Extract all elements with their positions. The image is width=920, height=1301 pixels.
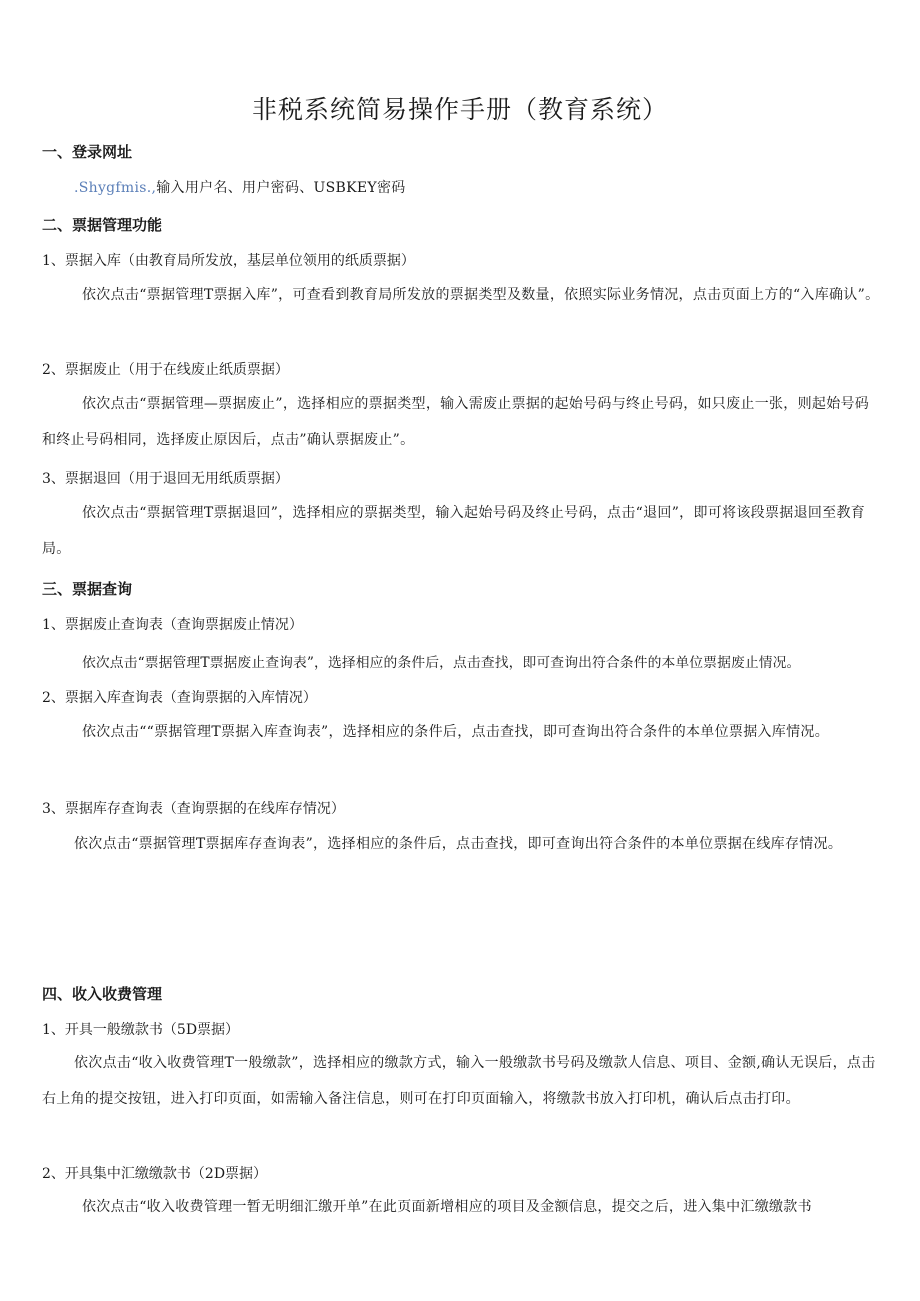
section-heading-revenue-management: 四、收入收费管理 (42, 985, 163, 1003)
ticket-storage-title: 1、票据入库（由教育局所发放，基层单位领用的纸质票据） (42, 253, 415, 269)
void-query-body: 依次点击“票据管理T票据废止查询表”，选择相应的条件后，点击查找，即可查询出符合条件的本单位票据废止情况。 (82, 655, 801, 671)
inventory-query-body: 依次点击“票据管理T票据库存查询表”，选择相应的条件后，点击查找，即可查询出符合条件的本单位票据在线库存情况。 (74, 836, 843, 852)
ticket-void-title: 2、票据废止（用于在线废止纸质票据） (42, 362, 289, 378)
collective-payment-body: 依次点击“收入收费管理一暂无明细汇缴开单”在此页面新增相应的项目及金额信息，提交之后，进入集中汇缴缴款书 (82, 1199, 812, 1215)
void-query-title: 1、票据废止查询表（查询票据废止情况） (42, 617, 303, 633)
ticket-storage-body: 依次点击“票据管理T票据入库”，可查看到教育局所发放的票据类型及数量，依照实际业务情况，点击页面上方的“入库确认”。 (82, 287, 880, 303)
login-url-link[interactable]: .Shygfmis., (74, 180, 157, 196)
general-payment-body: 依次点击“收入收费管理T一般缴款”，选择相应的缴款方式，输入一般缴款书号码及缴款人信息、项目、金额,确认无误后，点击右上角的提交按钮，进入打印页面，如需输入备注信息，则可在打印页面输入，将缴款书放入打印机，确认后点击打印。 (42, 1055, 876, 1107)
general-payment-title: 1、开具一般缴款书（5D票据） (42, 1022, 240, 1038)
document-title: 非税系统简易操作手册（教育系统） (251, 95, 668, 124)
inventory-query-title: 3、票据库存查询表（查询票据的在线库存情况） (42, 801, 345, 817)
ticket-void-body: 依次点击“票据管理—票据废止”，选择相应的票据类型，输入需废止票据的起始号码与终止号码，如只废止一张，则起始号码和终止号码相同，选择废止原因后，点击”确认票据废止”。 (42, 396, 870, 448)
storage-query-title: 2、票据入库查询表（查询票据的入库情况） (42, 690, 317, 706)
section-heading-ticket-management: 二、票据管理功能 (42, 216, 163, 234)
storage-query-body: 依次点击““票据管理T票据入库查询表”，选择相应的条件后，点击查找，即可查询出符合条件的本单位票据入库情况。 (82, 724, 830, 740)
login-url-line (74, 177, 406, 197)
ticket-return-title: 3、票据退回（用于退回无用纸质票据） (42, 471, 289, 487)
ticket-return-body: 依次点击“票据管理T票据退回”，选择相应的票据类型，输入起始号码及终止号码，点击“退回”，即可将该段票据退回至教育局。 (42, 505, 866, 557)
section-heading-ticket-query: 三、票据查询 (42, 580, 133, 598)
login-url-instructions: 输入用户名、用户密码、USBKEY密码 (156, 180, 406, 196)
section-heading-login-url: 一、登录网址 (42, 143, 133, 161)
collective-payment-title: 2、开具集中汇缴缴款书（2D票据） (42, 1166, 268, 1182)
